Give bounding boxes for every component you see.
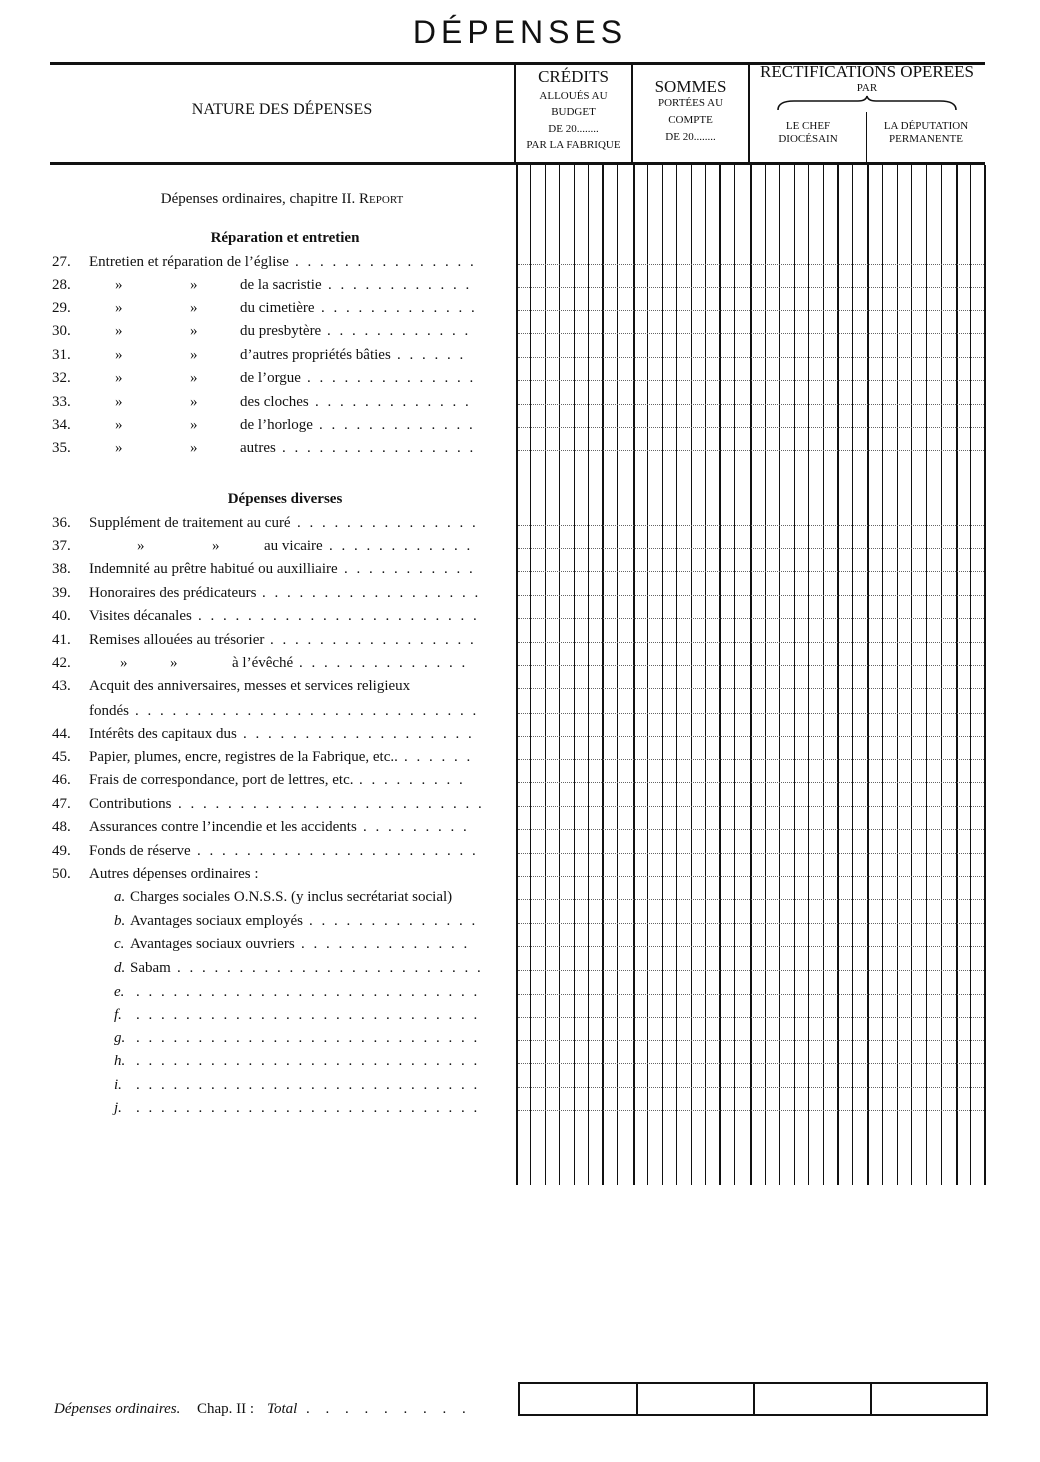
leader-dots: . . . . . . . . . . . . . . . . . . . . . . . — [198, 608, 477, 624]
column-rule-minor — [970, 165, 971, 1185]
ditto-mark: » — [137, 538, 145, 554]
item-number: 46. — [52, 772, 71, 788]
column-rule-minor — [941, 165, 942, 1185]
item-label: de l’orgue — [240, 370, 301, 386]
header-sommes-title: SOMMES — [654, 77, 727, 96]
item-label: Entretien et réparation de l’église — [89, 254, 289, 270]
row-rule — [518, 380, 984, 381]
ditto-mark: » — [115, 417, 123, 433]
row-rule — [518, 357, 984, 358]
leader-dots: . . . . . . . . . . . . . . . . . . . . . . . . . . . . — [135, 703, 477, 719]
item-number: 45. — [52, 749, 71, 765]
item-number: 39. — [52, 585, 71, 601]
row-rule — [518, 595, 984, 596]
ditto-mark: » — [190, 417, 198, 433]
column-rule-minor — [765, 165, 766, 1185]
column-rule-major — [837, 165, 839, 1185]
column-rule-minor — [911, 165, 912, 1185]
item-number: 28. — [52, 277, 71, 293]
row-rule — [518, 782, 984, 783]
total-chap: Chap. II : — [197, 1401, 255, 1417]
item-label: à l’évêché — [232, 655, 294, 671]
row-rule — [518, 829, 984, 830]
leader-dots: . . . . . . . . . . . . . . . . . . . . . . . . . . . . — [136, 1100, 478, 1116]
header-rectifications-par: PAR — [856, 82, 878, 94]
leader-dots: . . . . . . . . . . . . . . . . . . . . . . . — [197, 843, 476, 859]
column-rule-major — [750, 165, 752, 1185]
column-rule-minor — [926, 165, 927, 1185]
item-label: Visites décanales — [89, 608, 192, 624]
subitem-label: Avantages sociaux employés — [130, 913, 304, 929]
column-rule-major — [516, 165, 518, 1185]
ditto-mark: » — [190, 300, 198, 316]
item-number: 36. — [52, 515, 71, 531]
row-rule — [518, 665, 984, 666]
subitem-letter: h. — [114, 1053, 126, 1069]
item-label: fondés — [89, 703, 129, 719]
column-rule-minor — [545, 165, 546, 1185]
leader-dots: . . . . . . . . . . . . . . . . . — [270, 632, 474, 648]
item-label: au vicaire — [264, 538, 323, 554]
column-rule-minor — [647, 165, 648, 1185]
item-label: autres — [240, 440, 276, 456]
column-rule-minor — [691, 165, 692, 1185]
item-number: 31. — [52, 347, 71, 363]
item-number: 41. — [52, 632, 71, 648]
item-number: 27. — [52, 254, 71, 270]
column-rule-major — [956, 165, 958, 1185]
column-rule-major — [984, 165, 986, 1185]
ditto-mark: » — [212, 538, 220, 554]
subitem-letter: f. — [114, 1007, 122, 1023]
leader-dots: . . . . . . . . . . . . . . . . — [282, 440, 474, 456]
subitem-letter: i. — [114, 1077, 122, 1093]
ditto-mark: » — [115, 277, 123, 293]
subitem-letter: b. — [114, 913, 126, 929]
ditto-mark: » — [115, 347, 123, 363]
subitem-letter: g. — [114, 1030, 126, 1046]
header-rectifications-title: RECTIFICATIONS OPÉRÉES — [760, 62, 974, 81]
row-rule — [518, 994, 984, 995]
item-label: Acquit des anniversaires, messes et services religieux — [89, 678, 411, 694]
item-label: de la sacristie — [240, 277, 322, 293]
leader-dots: . . . . . . . . . . . . . . . . . . . . . . . . . . . . — [136, 984, 478, 1000]
row-rule — [518, 806, 984, 807]
item-number: 42. — [52, 655, 71, 671]
report-label: Report — [359, 191, 404, 207]
subitem-label: Charges sociales O.N.S.S. (y inclus secrétariat social) — [130, 889, 453, 905]
row-rule — [518, 853, 984, 854]
header-credits-line: ALLOUÉS AU — [539, 90, 608, 102]
column-rule-minor — [559, 165, 560, 1185]
subitem-letter: j. — [114, 1100, 122, 1116]
leader-dots: . . . . . . . . . . . . . . . . . . — [262, 585, 479, 601]
column-rule-major — [633, 165, 635, 1185]
header-sommes-line: DE 20........ — [665, 131, 716, 143]
total-box-deputation[interactable] — [870, 1382, 988, 1416]
item-number: 34. — [52, 417, 71, 433]
column-rule-minor — [852, 165, 853, 1185]
subitem-letter: d. — [114, 960, 126, 976]
ditto-mark: » — [115, 323, 123, 339]
row-rule — [518, 548, 984, 549]
row-rule — [518, 759, 984, 760]
leader-dots: . . . . . . . . . . . . . . — [307, 370, 474, 386]
item-number: 38. — [52, 561, 71, 577]
ditto-mark: » — [115, 440, 123, 456]
leader-dots: . . . . . . — [397, 347, 464, 363]
item-number: 30. — [52, 323, 71, 339]
total-box-credits[interactable] — [518, 1382, 638, 1416]
item-label: Fonds de réserve — [89, 843, 191, 859]
item-label: des cloches — [240, 394, 309, 410]
item-label: Honoraires des prédicateurs — [89, 585, 257, 601]
row-rule — [518, 618, 984, 619]
leader-dots: . . . . . . . . . . . . — [329, 538, 471, 554]
leader-dots: . . . . . . . . . . . . . . . . . . . . . . . . . . . . — [136, 1007, 478, 1023]
header-deputation-line: PERMANENTE — [889, 133, 963, 145]
ditto-mark: » — [115, 370, 123, 386]
row-rule — [518, 1110, 984, 1111]
subitem-letter: a. — [114, 889, 126, 905]
row-rule — [518, 688, 984, 689]
row-rule — [518, 287, 984, 288]
ditto-mark: » — [190, 277, 198, 293]
item-label: du presbytère — [240, 323, 322, 339]
leader-dots: . . . . . . . . . . . . . . . — [297, 515, 476, 531]
report-text: Dépenses ordinaires, chapitre II. — [160, 191, 356, 207]
row-rule — [518, 713, 984, 714]
row-rule — [518, 1087, 984, 1088]
total-label: Dépenses ordinaires. — [54, 1401, 181, 1417]
item-number: 48. — [52, 819, 71, 835]
column-rule-major — [719, 165, 721, 1185]
row-rule — [518, 333, 984, 334]
column-rule-minor — [779, 165, 780, 1185]
row-rule — [518, 923, 984, 924]
column-rule-minor — [705, 165, 706, 1185]
section-reparation: Réparation et entretien — [210, 230, 360, 246]
leader-dots: . . . . . . . . . — [363, 819, 467, 835]
column-rule-minor — [897, 165, 898, 1185]
ditto-mark: » — [170, 655, 178, 671]
header-chef-line: LE CHEF — [785, 120, 831, 132]
item-number: 37. — [52, 538, 71, 554]
ditto-mark: » — [115, 300, 123, 316]
column-rule-minor — [574, 165, 575, 1185]
ditto-mark: » — [190, 394, 198, 410]
subitem-label: Sabam — [130, 960, 171, 976]
row-rule — [518, 1017, 984, 1018]
column-rule-minor — [882, 165, 883, 1185]
subitem-letter: c. — [114, 936, 125, 952]
column-rule-minor — [823, 165, 824, 1185]
header-credits-line: PAR LA FABRIQUE — [526, 139, 621, 151]
leader-dots: . . . . . . . . . . . . . . — [309, 913, 476, 929]
report-line — [50, 191, 514, 213]
row-rule — [518, 642, 984, 643]
row-rule — [518, 736, 984, 737]
leader-dots: . . . . . . . . . . . . — [327, 323, 469, 339]
ditto-mark: » — [190, 323, 198, 339]
item-label: Papier, plumes, encre, registres de la Fabrique, etc.. — [89, 749, 398, 765]
header-credits-title: CRÉDITS — [538, 67, 609, 86]
item-label: Remises allouées au trésorier — [89, 632, 265, 648]
leader-dots: . . . . . . . . . — [359, 772, 463, 788]
row-rule — [518, 899, 984, 900]
item-number: 43. — [52, 678, 71, 694]
row-rule — [518, 970, 984, 971]
item-label: Autres dépenses ordinaires : — [89, 866, 259, 882]
leader-dots: . . . . . . . . . . . . . — [319, 417, 473, 433]
column-rule-minor — [530, 165, 531, 1185]
row-rule — [518, 264, 984, 265]
ditto-mark: » — [190, 370, 198, 386]
ditto-mark: » — [120, 655, 128, 671]
item-number: 33. — [52, 394, 71, 410]
header-credits-line: BUDGET — [551, 106, 596, 118]
ditto-mark: » — [115, 394, 123, 410]
row-rule — [518, 571, 984, 572]
leader-dots: . . . . . . . . . . . . . . . . . . . . . . . . . . . . — [136, 1053, 478, 1069]
leader-dots: . . . . . . . . . . . . . — [321, 300, 475, 316]
header-sommes-line: PORTÉES AU — [657, 97, 724, 109]
leader-dots: . . . . . . . . . . . . . . . — [295, 254, 474, 270]
item-number: 49. — [52, 843, 71, 859]
leader-dots: . . . . . . — [404, 749, 471, 765]
column-rule-minor — [662, 165, 663, 1185]
leader-dots: . . . . . . . . . . . . . . . . . . . . . . . . . — [178, 796, 482, 812]
total-dots: . . . . . . . . . — [306, 1401, 472, 1417]
item-label: Contributions — [89, 796, 172, 812]
row-rule — [518, 946, 984, 947]
leader-dots: . . . . . . . . . . . . — [328, 277, 470, 293]
leader-dots: . . . . . . . . . . . . . . . . . . . — [243, 726, 472, 742]
subitem-label: Avantages sociaux ouvriers — [130, 936, 295, 952]
item-label: Indemnité au prêtre habitué ou auxilliaire — [89, 561, 338, 577]
leader-dots: . . . . . . . . . . . . . . — [299, 655, 466, 671]
total-word: Total — [267, 1401, 298, 1417]
row-rule — [518, 1040, 984, 1041]
row-rule — [518, 310, 984, 311]
row-rule — [518, 1063, 984, 1064]
item-label: Supplément de traitement au curé — [89, 515, 291, 531]
item-number: 32. — [52, 370, 71, 386]
leader-dots: . . . . . . . . . . . . . . . . . . . . . . . . . . . . — [136, 1077, 478, 1093]
leader-dots: . . . . . . . . . . . . . . . . . . . . . . . . . . . . — [136, 1030, 478, 1046]
row-rule — [518, 525, 984, 526]
item-number: 35. — [52, 440, 71, 456]
item-number: 40. — [52, 608, 71, 624]
item-label: Intérêts des capitaux dus — [89, 726, 237, 742]
header-chef-line: DIOCÉSAIN — [778, 133, 838, 145]
column-rule-minor — [617, 165, 618, 1185]
header-credits-line: DE 20........ — [548, 123, 599, 135]
item-label: Frais de correspondance, port de lettres, etc. — [89, 772, 354, 788]
curly-brace — [776, 94, 958, 114]
item-number: 50. — [52, 866, 71, 882]
column-rule-minor — [808, 165, 809, 1185]
leader-dots: . . . . . . . . . . . . . — [315, 394, 469, 410]
column-rule-minor — [794, 165, 795, 1185]
header-sommes-line: COMPTE — [668, 114, 713, 126]
column-rule-minor — [734, 165, 735, 1185]
ditto-mark: » — [190, 440, 198, 456]
column-rule-major — [602, 165, 604, 1185]
item-label: du cimetière — [240, 300, 315, 316]
total-box-sommes[interactable] — [636, 1382, 755, 1416]
row-rule — [518, 404, 984, 405]
item-label: de l’horloge — [240, 417, 313, 433]
item-number: 44. — [52, 726, 71, 742]
row-rule — [518, 427, 984, 428]
item-label: Assurances contre l’incendie et les accidents — [89, 819, 357, 835]
leader-dots: . . . . . . . . . . . . . . — [301, 936, 468, 952]
section-diverses: Dépenses diverses — [227, 491, 343, 507]
column-rule-minor — [588, 165, 589, 1185]
item-number: 29. — [52, 300, 71, 316]
column-rule-minor — [676, 165, 677, 1185]
page-title: DÉPENSES — [412, 14, 628, 50]
total-box-chef[interactable] — [753, 1382, 872, 1416]
column-rule-major — [867, 165, 869, 1185]
row-rule — [518, 450, 984, 451]
row-rule — [518, 876, 984, 877]
leader-dots: . . . . . . . . . . . . . . . . . . . . . . . . . — [177, 960, 481, 976]
item-number: 47. — [52, 796, 71, 812]
subitem-letter: e. — [114, 984, 125, 1000]
header-nature: NATURE DES DÉPENSES — [191, 101, 373, 118]
ditto-mark: » — [190, 347, 198, 363]
header-deputation-line: LA DÉPUTATION — [883, 120, 969, 132]
item-label: d’autres propriétés bâties — [240, 347, 391, 363]
leader-dots: . . . . . . . . . . . — [344, 561, 473, 577]
